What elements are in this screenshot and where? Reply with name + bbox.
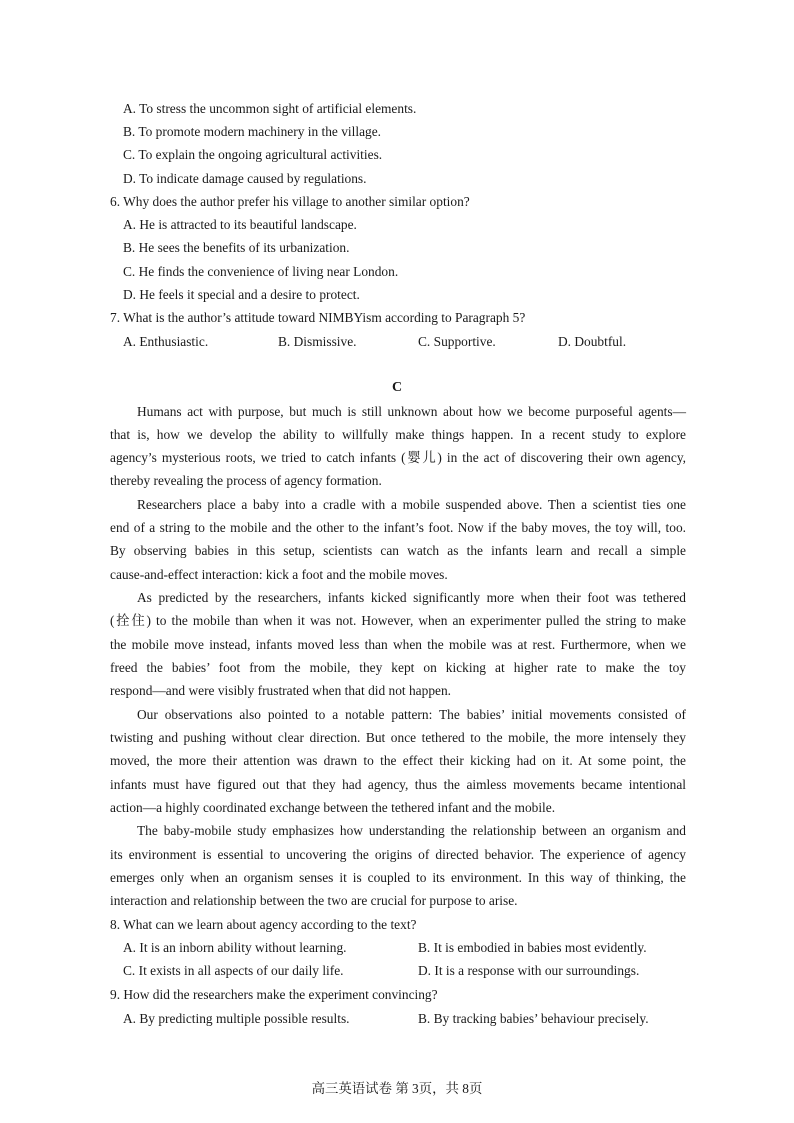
passage-line: its environment is essential to uncovering the origins of directed behavior. The experience of agency (110, 847, 686, 862)
q8-option-d: D. It is a response with our surroundings. (418, 963, 640, 978)
q7-option-d: D. Doubtful. (558, 334, 627, 349)
q6-option-c: C. He finds the convenience of living near London. (123, 264, 399, 279)
passage-line: The baby-mobile study emphasizes how understanding the relationship between an organism and (137, 823, 686, 838)
q5-option-a: A. To stress the uncommon sight of artificial elements. (123, 101, 417, 116)
passage-line: respond—and were visibly frustrated when that did not happen. (110, 683, 452, 698)
q6-option-a: A. He is attracted to its beautiful landscape. (123, 217, 357, 232)
passage-line: Researchers place a baby into a cradle with a mobile suspended above. Then a scientist ties one (137, 497, 686, 512)
q7-option-b: B. Dismissive. (278, 334, 357, 349)
q7-option-a: A. Enthusiastic. (123, 334, 209, 349)
passage-line: thereby revealing the process of agency formation. (110, 473, 382, 488)
q5-option-d: D. To indicate damage caused by regulations. (123, 171, 367, 186)
passage-line: cause-and-effect interaction: kick a foot and the mobile moves. (110, 567, 448, 582)
passage-line: infants must have figured out that they had agency, thus the aimless movements became intentional (110, 777, 686, 792)
q6-option-d: D. He feels it special and a desire to protect. (123, 287, 360, 302)
q9-option-a: A. By predicting multiple possible results. (123, 1011, 350, 1026)
passage-line: agency’s mysterious roots, we tried to catch infants (婴儿) in the act of discovering their own agency, (110, 450, 686, 465)
q6-option-b: B. He sees the benefits of its urbanization. (123, 240, 350, 255)
passage-line: By observing babies in this setup, scientists can watch as the infants learn and recall a simple (110, 543, 686, 558)
passage-line: Humans act with purpose, but much is still unknown about how we become purposeful agents— (137, 404, 686, 419)
q8-option-b: B. It is embodied in babies most evidently. (418, 940, 647, 955)
q8-option-a: A. It is an inborn ability without learning. (123, 940, 347, 955)
q9-option-b: B. By tracking babies’ behaviour precisely. (418, 1011, 649, 1026)
q8-option-c: C. It exists in all aspects of our daily life. (123, 963, 344, 978)
passage-line: emerges only when an organism senses it is coupled to its environment. In this way of thinking, the (110, 870, 686, 885)
passage-line: twisting and pushing without clear direction. But once tethered to the mobile, the more intensely they (110, 730, 686, 745)
page-footer: 高三英语试卷 第 3页，共 8页 (311, 1081, 483, 1096)
q5-option-b: B. To promote modern machinery in the village. (123, 124, 382, 139)
passage-line: that is, how we develop the ability to willfully make things happen. In a recent study to explore (110, 427, 686, 442)
passage-line: (拴住) to the mobile than when it was not. However, when an experimenter pulled the string to make (110, 613, 686, 628)
passage-line: As predicted by the researchers, infants kicked significantly more when their foot was tethered (137, 590, 686, 605)
passage-line: end of a string to the mobile and the other to the infant’s foot. Now if the baby moves, the toy will, too. (110, 520, 686, 535)
q9-question: 9. How did the researchers make the experiment convincing? (110, 987, 438, 1002)
q5-option-c: C. To explain the ongoing agricultural activities. (123, 147, 383, 162)
passage-line: action—a highly coordinated exchange between the tethered infant and the mobile. (110, 800, 556, 815)
passage-line: Our observations also pointed to a notable pattern: The babies’ initial movements consisted of (137, 707, 686, 722)
q6-question: 6. Why does the author prefer his village to another similar option? (110, 194, 470, 209)
passage-line: interaction and relationship between the two are crucial for purpose to arise. (110, 893, 518, 908)
q7-option-c: C. Supportive. (418, 334, 496, 349)
q8-question: 8. What can we learn about agency according to the text? (110, 917, 417, 932)
q7-question: 7. What is the author’s attitude toward NIMBYism according to Paragraph 5? (110, 310, 526, 325)
section-title: C (391, 380, 403, 395)
passage-line: the mobile move instead, infants moved less than when the mobile was at rest. Furthermore, when we (110, 637, 686, 652)
passage-line: freed the babies’ foot from the mobile, they kept on kicking at higher rate to make the toy (110, 660, 686, 675)
passage-line: moved, the more their attention was drawn to the effect their kicking had on it. At some point, the (110, 753, 686, 768)
